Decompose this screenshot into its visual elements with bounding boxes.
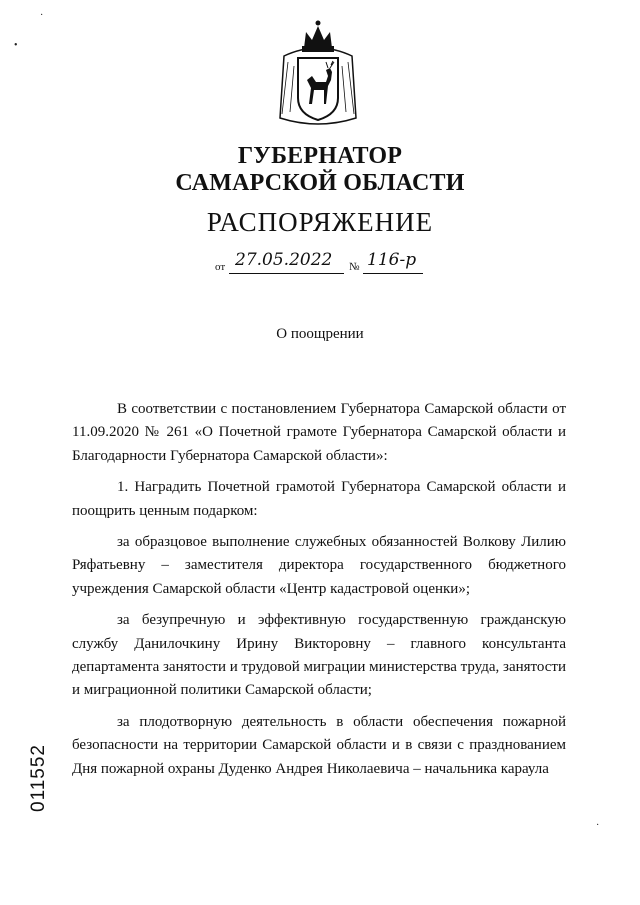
body-paragraph: В соответствии с постановлением Губернатора Самарской области от 11.09.2020 № 261 «О Почетной грамоте Губернатора Самарской области и Благодарности Губернатора Самарской области»: bbox=[72, 401, 566, 464]
authority-title-line1: ГУБЕРНАТОР bbox=[237, 143, 403, 169]
body-paragraph: за безупречную и эффективную государственную гражданскую службу Данилочкину Ирину Викторовну – главного консультанта департамента занятости и трудовой миграции министерства труда, занятости и миграционной политики Самарской области; bbox=[72, 612, 566, 699]
number-label: № bbox=[349, 261, 360, 273]
date-label: от bbox=[215, 261, 226, 273]
body-paragraph: за образцовое выполнение служебных обязанностей Волкову Лилию Ряфатьевну – заместителя директора государственного бюджетного учреждения Самарской области «Центр кадастровой оценки»; bbox=[72, 534, 566, 597]
body-paragraph: 1. Наградить Почетной грамотой Губернатора Самарской области и поощрить ценным подарком: bbox=[72, 479, 566, 519]
serial-number: 011552 bbox=[28, 744, 49, 812]
registration-line bbox=[215, 252, 435, 276]
scan-mark: · bbox=[596, 820, 600, 831]
number-underline bbox=[363, 273, 423, 274]
document-body bbox=[72, 398, 566, 789]
body-paragraph: за плодотворную деятельность в области обеспечения пожарной безопасности на территории Самарской области и в связи с празднованием Дня пожарной охраны Дуденко Андрея Николаевича – начальника караула bbox=[72, 713, 566, 777]
handwritten-number: 116-р bbox=[367, 250, 417, 270]
scan-mark: • bbox=[14, 40, 18, 51]
authority-title-line2: САМАРСКОЙ ОБЛАСТИ bbox=[175, 170, 465, 196]
document-type-heading: РАСПОРЯЖЕНИЕ bbox=[206, 207, 434, 237]
samara-coat-of-arms-icon bbox=[276, 18, 360, 130]
document-subject: О поощрении bbox=[276, 326, 364, 342]
date-underline bbox=[229, 273, 344, 274]
scan-mark: · bbox=[40, 10, 44, 21]
handwritten-date: 27.05.2022 bbox=[235, 250, 333, 270]
